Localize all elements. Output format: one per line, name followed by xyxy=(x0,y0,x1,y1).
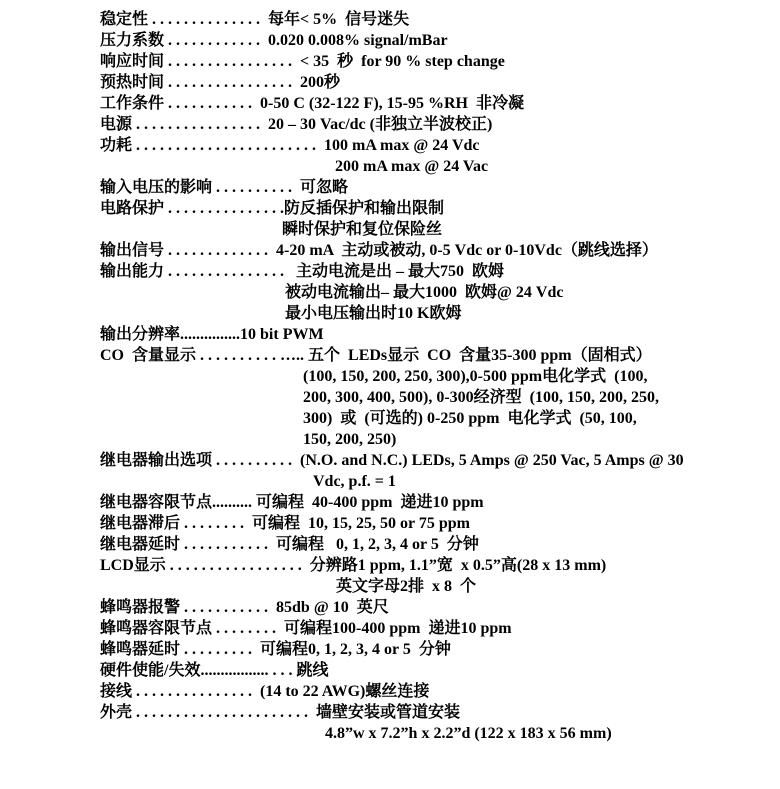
dot-leader: . . . . . . . . . . . . . . . . xyxy=(132,116,269,133)
spec-value: 4-20 mA 主动或被动, 0-5 Vdc or 0-10Vdc（跳线选择） xyxy=(276,242,658,259)
spec-term: 继电器滞后 xyxy=(100,515,181,532)
spec-term: 工作条件 xyxy=(100,95,165,112)
spec-line-17 xyxy=(100,345,770,366)
spec-term: 输出能力 xyxy=(100,263,165,280)
spec-line-11 xyxy=(100,219,770,240)
spec-line-12 xyxy=(100,240,770,261)
spec-term: 响应时间 xyxy=(100,53,165,70)
spec-term: CO 含量显示 xyxy=(100,347,197,364)
spec-term: 压力系数 xyxy=(100,32,165,49)
spec-term: 继电器容限节点 xyxy=(100,494,213,511)
dot-leader: . . . . . . . . xyxy=(180,515,253,532)
spec-value: (N.O. and N.C.) LEDs, 5 Amps @ 250 Vac, 5 Amps @ 30 xyxy=(300,452,684,469)
spec-term: 接线 xyxy=(100,683,133,700)
spec-term: 继电器延时 xyxy=(100,536,181,553)
dot-leader: . . . . . . . . . . . . xyxy=(164,32,269,49)
spec-value: (100, 150, 200, 250, 300),0-500 ppm电化学式 (100, xyxy=(303,368,648,385)
spec-line-22 xyxy=(100,450,770,471)
spec-line-7 xyxy=(100,135,770,156)
spec-value: 五个 LEDs显示 CO 含量35-300 ppm（固相式） xyxy=(308,347,652,364)
dot-leader: .......... xyxy=(212,494,257,511)
spec-term: 电路保护 xyxy=(100,200,165,217)
spec-line-29 xyxy=(100,597,770,618)
dot-leader: . . . . . . . . xyxy=(212,620,285,637)
spec-line-34 xyxy=(100,702,770,723)
spec-term: 蜂鸣器报警 xyxy=(100,599,181,616)
spec-value: 可编程 0, 1, 2, 3, 4 or 5 分钟 xyxy=(276,536,479,553)
spec-value: (14 to 22 AWG)螺丝连接 xyxy=(260,683,430,700)
spec-value: 0-50 C (32-122 F), 15-95 %RH 非冷凝 xyxy=(260,95,524,112)
spec-value: 10 bit PWM xyxy=(240,326,324,343)
dot-leader: . . . . . . . . . . . . . . . . xyxy=(164,53,301,70)
spec-line-13 xyxy=(100,261,770,282)
spec-value: 最小电压输出时10 K欧姆 xyxy=(285,305,462,322)
spec-line-24 xyxy=(100,492,770,513)
spec-line-3 xyxy=(100,51,770,72)
dot-leader: . . . . . . . . . xyxy=(180,641,261,658)
dot-leader: . . . . . . . . . . xyxy=(212,452,301,469)
spec-term: 输入电压的影响 xyxy=(100,179,213,196)
spec-value: 可编程0, 1, 2, 3, 4 or 5 分钟 xyxy=(260,641,451,658)
spec-line-27 xyxy=(100,555,770,576)
spec-term: 继电器输出选项 xyxy=(100,452,213,469)
dot-leader: . . . . . . . . . . . . . . . . . . . . . . . xyxy=(132,137,325,154)
spec-value: 被动电流输出– 最大1000 欧姆@ 24 Vdc xyxy=(285,284,564,301)
spec-value: 英文字母2排 x 8 个 xyxy=(336,578,477,595)
spec-line-16 xyxy=(100,324,770,345)
spec-line-35 xyxy=(100,723,770,744)
spec-value: 200 mA max @ 24 Vac xyxy=(335,158,489,175)
spec-line-19 xyxy=(100,387,770,408)
dot-leader: . . . . . . . . . . . . . . . xyxy=(164,263,297,280)
dot-leader: . . . . . . . . . . . xyxy=(180,536,277,553)
dot-leader: ............... xyxy=(180,326,241,343)
spec-value: 主动电流是出 – 最大750 欧姆 xyxy=(296,263,505,280)
spec-value: 跳线 xyxy=(296,662,329,679)
dot-leader: . . . . . . . . . . . xyxy=(164,95,261,112)
spec-value: 0.020 0.008% signal/mBar xyxy=(268,32,448,49)
spec-term: 外壳 xyxy=(100,704,133,721)
spec-term: 输出分辨率 xyxy=(100,326,181,343)
spec-line-18 xyxy=(100,366,770,387)
spec-line-33 xyxy=(100,681,770,702)
dot-leader: . . . . . . . . . . . . . . . . xyxy=(164,74,301,91)
spec-line-8 xyxy=(100,156,770,177)
dot-leader: . . . . . . . . . . . . . . . xyxy=(132,683,261,700)
spec-line-23 xyxy=(100,471,770,492)
spec-line-31 xyxy=(100,639,770,660)
spec-line-6 xyxy=(100,114,770,135)
spec-term: 输出信号 xyxy=(100,242,165,259)
spec-value: 300) 或 (可选的) 0-250 ppm 电化学式 (50, 100, xyxy=(303,410,637,427)
spec-term: 电源 xyxy=(100,116,133,133)
spec-line-9 xyxy=(100,177,770,198)
spec-line-5 xyxy=(100,93,770,114)
spec-term: LCD显示 xyxy=(100,557,166,574)
spec-line-15 xyxy=(100,303,770,324)
spec-term: 预热时间 xyxy=(100,74,165,91)
spec-line-20 xyxy=(100,408,770,429)
dot-leader: . . . . . . . . . . . . . . . . . . . . . . xyxy=(132,704,317,721)
spec-value: 150, 200, 250) xyxy=(303,431,397,448)
dot-leader: . . . . . . . . . . . . . . . xyxy=(164,200,285,217)
dot-leader: . . . . . . . . . . ….. xyxy=(196,347,309,364)
dot-leader: . . . . . . . . . . xyxy=(212,179,301,196)
spec-line-21 xyxy=(100,429,770,450)
spec-document xyxy=(100,9,770,744)
spec-value: 200, 300, 400, 500), 0-300经济型 (100, 150, 200, 250, xyxy=(303,389,659,406)
spec-value: 可编程 10, 15, 25, 50 or 75 ppm xyxy=(252,515,470,532)
spec-line-28 xyxy=(100,576,770,597)
spec-line-26 xyxy=(100,534,770,555)
spec-line-4 xyxy=(100,72,770,93)
dot-leader: . . . . . . . . . . . . . xyxy=(164,242,277,259)
spec-line-2 xyxy=(100,30,770,51)
spec-line-10 xyxy=(100,198,770,219)
spec-value: 瞬时保护和复位保险丝 xyxy=(282,221,443,238)
spec-line-14 xyxy=(100,282,770,303)
spec-value: 85db @ 10 英尺 xyxy=(276,599,389,616)
dot-leader: . . . . . . . . . . . . . . xyxy=(148,11,269,28)
spec-term: 硬件使能/失效 xyxy=(100,662,201,679)
dot-leader: . . . . . . . . . . . xyxy=(180,599,277,616)
spec-line-25 xyxy=(100,513,770,534)
spec-term: 蜂鸣器容限节点 xyxy=(100,620,213,637)
spec-value: 可编程 40-400 ppm 递进10 ppm xyxy=(256,494,484,511)
spec-value: 4.8”w x 7.2”h x 2.2”d (122 x 183 x 56 mm) xyxy=(325,725,612,742)
spec-value: 防反插保护和输出限制 xyxy=(284,200,445,217)
spec-value: < 35 秒 for 90 % step change xyxy=(300,53,505,70)
spec-value: 可忽略 xyxy=(300,179,349,196)
spec-term: 稳定性 xyxy=(100,11,149,28)
dot-leader: . . . . . . . . . . . . . . . . . xyxy=(165,557,310,574)
spec-value: 每年< 5% 信号迷失 xyxy=(268,11,410,28)
spec-value: 分辨路1 ppm, 1.1”宽 x 0.5”高(28 x 13 mm) xyxy=(309,557,607,574)
spec-term: 蜂鸣器延时 xyxy=(100,641,181,658)
spec-term: 功耗 xyxy=(100,137,133,154)
spec-value: 墙壁安装或管道安装 xyxy=(316,704,461,721)
spec-line-32 xyxy=(100,660,770,681)
spec-line-30 xyxy=(100,618,770,639)
spec-value: 20 – 30 Vac/dc (非独立半波校正) xyxy=(268,116,493,133)
spec-value: Vdc, p.f. = 1 xyxy=(313,473,396,490)
spec-value: 200秒 xyxy=(300,74,341,91)
spec-value: 100 mA max @ 24 Vdc xyxy=(324,137,480,154)
spec-line-1 xyxy=(100,9,770,30)
dot-leader: ................. . . . xyxy=(200,662,297,679)
spec-value: 可编程100-400 ppm 递进10 ppm xyxy=(284,620,512,637)
